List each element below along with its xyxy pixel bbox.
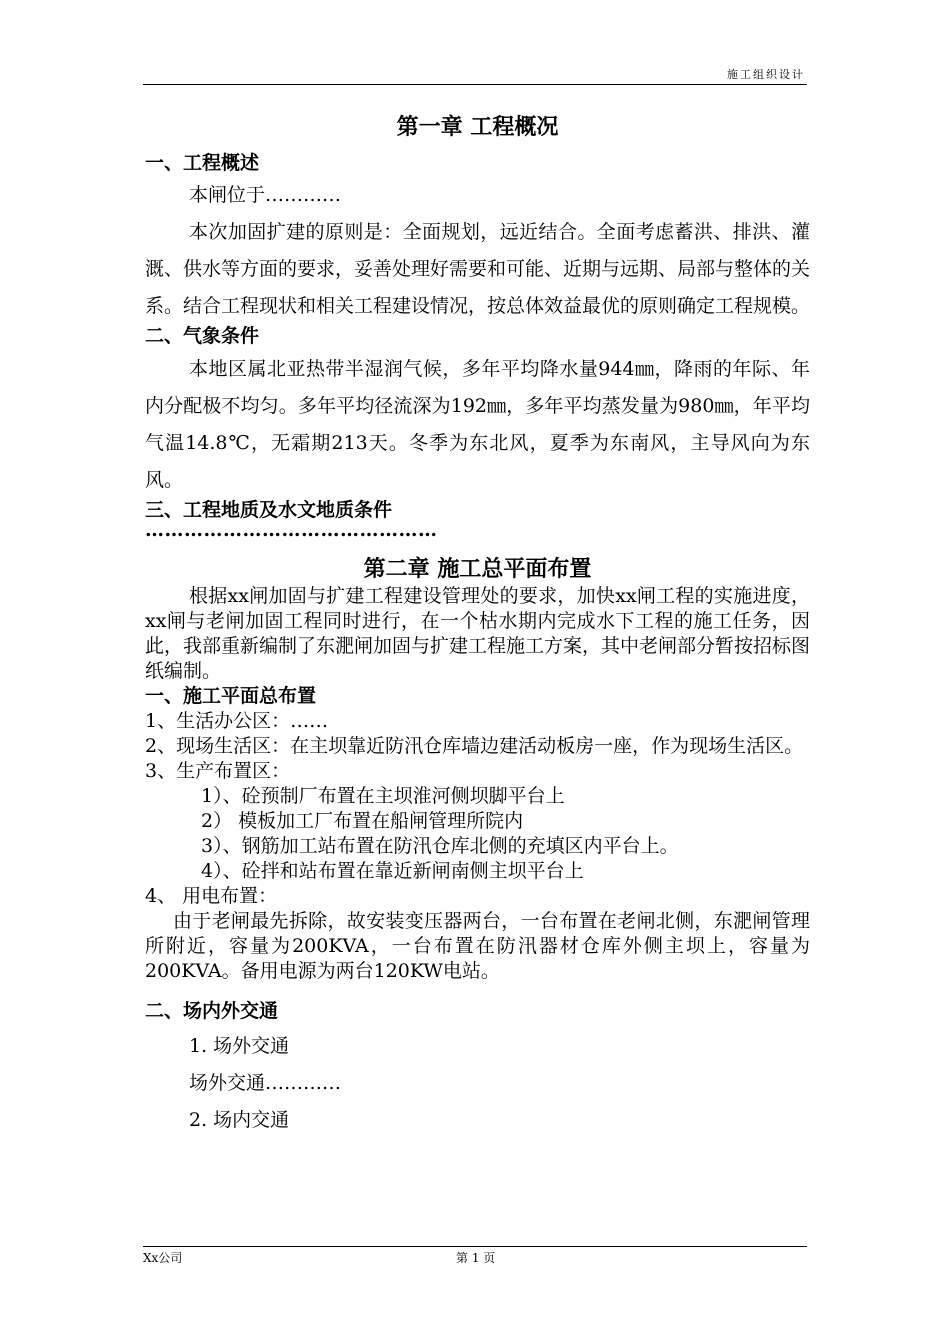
section-1-2-p1: 本地区属北亚热带半湿润气候，多年平均降水量944㎜，降雨的年际、年内分配极不均匀。多年平均径流深为192㎜，多年平均蒸发量为980㎜，年平均气温14.8℃，无霜期213天。冬季为东北风，夏季为东南风，主导风向为东风。 [145, 358, 810, 491]
section-2-1-heading: 一、施工平面总布置 [145, 685, 317, 707]
page-content [145, 112, 810, 1139]
section-2-2-heading: 二、场内外交通 [145, 1000, 279, 1022]
layout-item-1: 1、生活办公区：…… [145, 710, 329, 732]
traffic-item-1: 1. 场外交通 [189, 1035, 290, 1057]
production-sub-item-1: 1）、砼预制厂布置在主坝淮河侧坝脚平台上 [201, 785, 565, 807]
production-sub-item-2: 2） 模板加工厂布置在船闸管理所院内 [201, 810, 524, 832]
layout-item-4: 4、 用电布置： [145, 885, 278, 907]
section-1-3-dots: ……………………………………… [145, 519, 438, 541]
header-rule [143, 84, 807, 85]
power-layout-text: 由于老闸最先拆除，故安装变压器两台，一台布置在老闸北侧，东淝闸管理所附近，容量为200KVA，一台布置在防汛器材仓库外侧主坝上，容量为200KVA。备用电源为两台120KW电站。 [145, 910, 810, 982]
production-sub-item-4: 4）、砼拌和站布置在靠近新闸南侧主坝平台上 [201, 860, 584, 882]
section-1-1-p1: 本闸位于………… [189, 184, 342, 206]
section-1-3-heading: 三、工程地质及水文地质条件 [145, 499, 393, 521]
footer-company: Xx公司 [143, 1251, 183, 1265]
footer-rule [143, 1246, 807, 1247]
section-1-1-p2: 本次加固扩建的原则是：全面规划，远近结合。全面考虑蓄洪、排洪、灌溉、供水等方面的要求，妥善处理好需要和可能、近期与远期、局部与整体的关系。结合工程现状和相关工程建设情况，按总体效益最优的原则确定工程规模。 [145, 221, 811, 317]
section-1-1-heading: 一、工程概述 [145, 152, 260, 174]
layout-item-3: 3、生产布置区： [145, 760, 291, 782]
header-title: 施工组织设计 [727, 68, 805, 81]
section-1-2-heading: 二、气象条件 [145, 325, 260, 347]
production-sub-item-3: 3）、钢筋加工站布置在防汛仓库北侧的充填区内平台上。 [201, 835, 679, 857]
layout-item-2: 2、现场生活区：在主坝靠近防汛仓库墙边建活动板房一座，作为现场生活区。 [145, 735, 804, 757]
chapter-2-title: 第二章 施工总平面布置 [363, 556, 592, 582]
chapter-1-title: 第一章 工程概况 [396, 114, 559, 140]
footer-page-number: 第 1 页 [456, 1251, 496, 1265]
traffic-item-1-text: 场外交通………… [189, 1072, 342, 1094]
traffic-item-2: 2. 场内交通 [189, 1109, 290, 1131]
chapter-2-intro: 根据xx闸加固与扩建工程建设管理处的要求，加快xx闸工程的实施进度，xx闸与老闸加固工程同时进行，在一个枯水期内完成水下工程的施工任务，因此，我部重新编制了东淝闸加固与扩建工程施工方案，其中老闸部分暂按招标图纸编制。 [145, 585, 811, 682]
